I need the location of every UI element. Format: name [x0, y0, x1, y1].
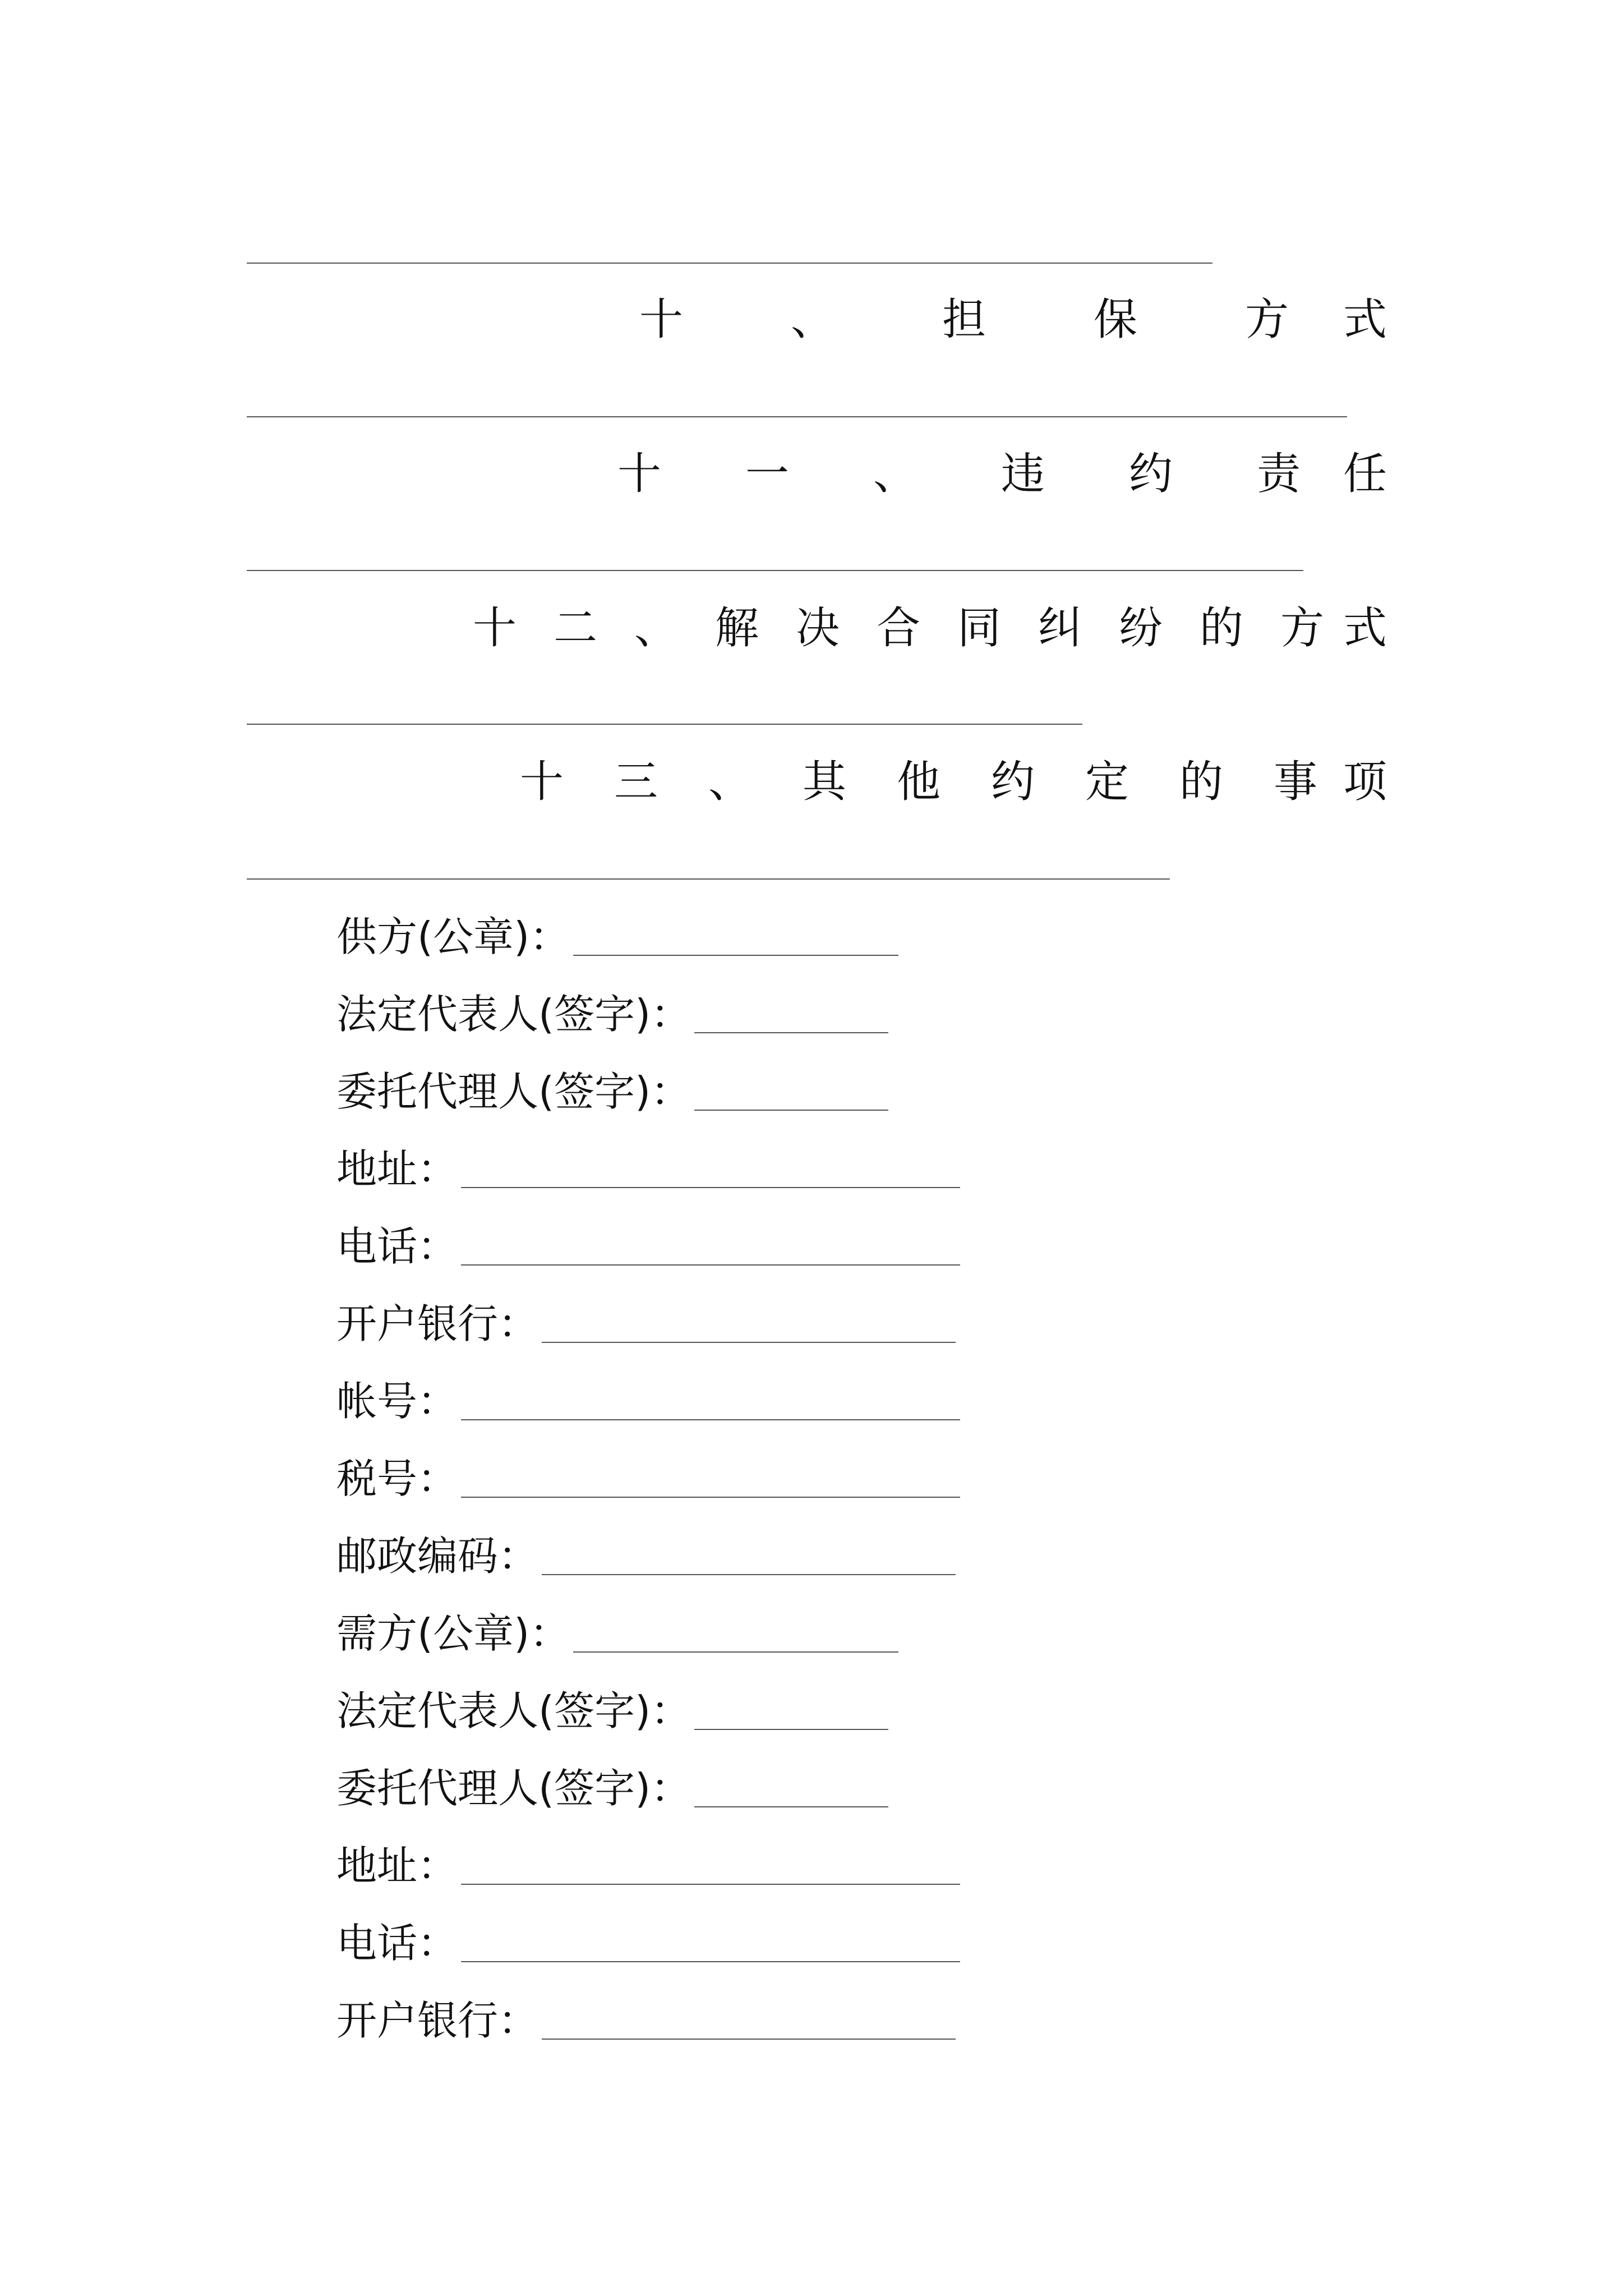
fill-line-liability[interactable]	[247, 570, 1303, 571]
buyer-phone-field	[336, 1915, 960, 1971]
fill-blank[interactable]	[461, 1961, 960, 1962]
heading-char: 纷	[1118, 603, 1163, 654]
supplier-seal-field	[336, 909, 898, 965]
fill-blank[interactable]	[461, 1884, 960, 1885]
heading-char: 他	[896, 757, 940, 807]
fill-blank[interactable]	[694, 1032, 888, 1033]
heading-char: 方	[1244, 295, 1289, 345]
fill-blank[interactable]	[461, 1419, 960, 1420]
heading-char: 十	[472, 603, 517, 654]
field-label: 委托代理人(签字)：	[336, 1765, 691, 1812]
supplier-agent-field	[336, 1064, 888, 1120]
heading-char: 项	[1343, 757, 1387, 807]
section-heading-liability	[575, 446, 1387, 502]
heading-char: 违	[1000, 449, 1045, 499]
fill-blank[interactable]	[573, 955, 898, 956]
supplier-bank-field	[336, 1296, 956, 1352]
fill-blank[interactable]	[694, 1806, 888, 1807]
section-heading-guarantee	[585, 292, 1387, 348]
heading-char: 二	[553, 603, 597, 654]
field-label: 电话：	[336, 1223, 458, 1270]
fill-blank[interactable]	[461, 1187, 960, 1188]
supplier-address-field	[336, 1141, 960, 1197]
heading-char: 、	[873, 449, 917, 499]
field-label: 地址：	[336, 1842, 458, 1889]
supplier-postcode-field	[336, 1528, 956, 1584]
supplier-tax-id-field	[336, 1451, 960, 1507]
buyer-seal-field	[336, 1605, 898, 1662]
heading-char: 式	[1343, 603, 1387, 654]
heading-char: 、	[790, 295, 834, 345]
heading-char: 十	[617, 449, 661, 499]
field-label: 开户银行：	[336, 1997, 539, 2044]
heading-char: 三	[614, 757, 658, 807]
heading-char: 的	[1199, 603, 1243, 654]
heading-char: 十	[639, 295, 683, 345]
heading-char: 式	[1343, 295, 1387, 345]
field-label: 委托代理人(签字)：	[336, 1068, 691, 1115]
heading-char: 的	[1179, 757, 1223, 807]
field-label: 地址：	[336, 1145, 458, 1193]
fill-line-dispute[interactable]	[247, 724, 1082, 725]
heading-char: 决	[795, 603, 840, 654]
heading-char: 同	[957, 603, 1001, 654]
fill-blank[interactable]	[461, 1264, 960, 1266]
field-label: 帐号：	[336, 1378, 458, 1425]
heading-char: 任	[1343, 449, 1387, 499]
heading-char: 、	[708, 757, 752, 807]
heading-char: 合	[876, 603, 920, 654]
fill-line-guarantee[interactable]	[247, 416, 1347, 417]
buyer-agent-field	[336, 1760, 888, 1816]
field-label: 电话：	[336, 1920, 458, 1967]
heading-char: 解	[714, 603, 759, 654]
field-label: 邮政编码：	[336, 1533, 539, 1580]
fill-blank[interactable]	[461, 1497, 960, 1498]
heading-char: 担	[942, 295, 986, 345]
fill-blank[interactable]	[573, 1651, 898, 1653]
heading-char: 保	[1093, 295, 1137, 345]
section-heading-other	[495, 754, 1387, 810]
supplier-phone-field	[336, 1218, 960, 1274]
field-label: 法定代表人(签字)：	[336, 1687, 691, 1734]
buyer-address-field	[336, 1838, 960, 1894]
field-label: 开户银行：	[336, 1300, 539, 1347]
fill-blank[interactable]	[542, 1574, 956, 1575]
fill-blank[interactable]	[694, 1729, 888, 1730]
field-label: 供方(公章)：	[336, 913, 570, 960]
supplier-account-field	[336, 1373, 960, 1429]
fill-line-other[interactable]	[247, 878, 1170, 880]
heading-char: 一	[745, 449, 789, 499]
heading-char: 责	[1256, 449, 1301, 499]
heading-char: 约	[1128, 449, 1173, 499]
buyer-bank-field	[336, 1993, 956, 2049]
heading-char: 事	[1273, 757, 1317, 807]
heading-char: 定	[1085, 757, 1129, 807]
heading-char: 纠	[1038, 603, 1082, 654]
buyer-legal-rep-field	[336, 1683, 888, 1739]
supplier-legal-rep-field	[336, 986, 888, 1042]
heading-char: 其	[802, 757, 846, 807]
section-heading-dispute	[454, 600, 1387, 656]
fill-line-above-s10[interactable]	[247, 263, 1212, 264]
fill-blank[interactable]	[694, 1110, 888, 1111]
fill-blank[interactable]	[542, 2039, 956, 2040]
field-label: 税号：	[336, 1455, 458, 1502]
heading-char: 、	[634, 603, 678, 654]
field-label: 法定代表人(签字)：	[336, 991, 691, 1038]
heading-char: 十	[519, 757, 564, 807]
fill-blank[interactable]	[542, 1342, 956, 1343]
heading-char: 约	[990, 757, 1035, 807]
heading-char: 方	[1280, 603, 1324, 654]
field-label: 需方(公章)：	[336, 1610, 570, 1657]
